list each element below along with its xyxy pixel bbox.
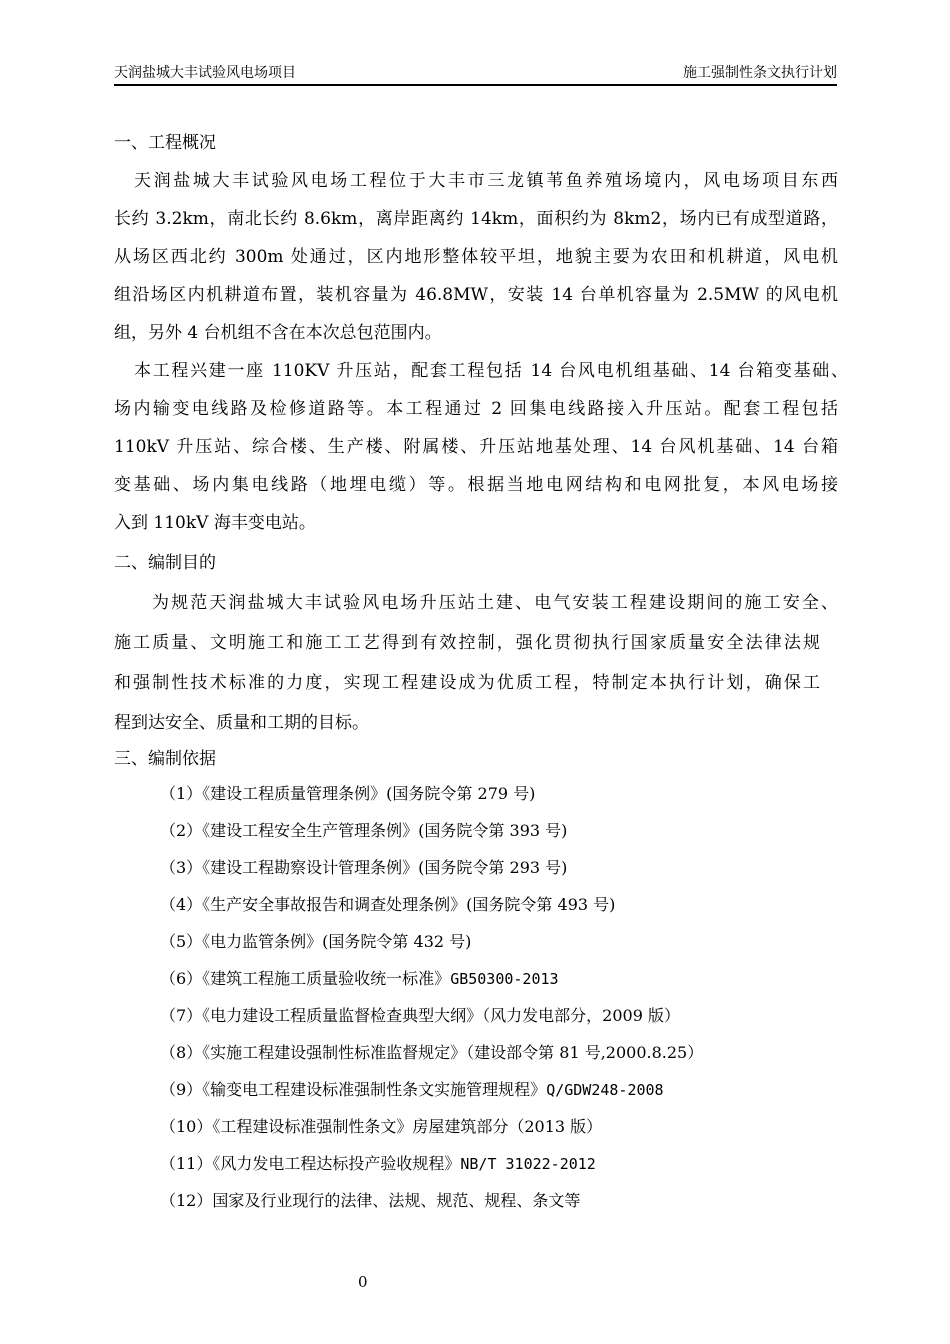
section-1-para-1-line: 天润盐城大丰试验风电场工程位于大丰市三龙镇苇鱼养殖场境内，风电场项目东西 [134,171,838,191]
standard-code: Q/GDW248-2008 [546,1081,664,1099]
reference-item: （1）《建设工程质量管理条例》(国务院令第 279 号) [160,784,536,803]
page-header [114,62,837,86]
section-1-title: 一、工程概况 [114,133,216,153]
section-1-para-1-line: 长约 3.2km，南北长约 8.6km，离岸距离约 14km，面积约为 8km2，场内已有成型道路， [114,209,838,229]
section-1-para-2-line: 110kV 升压站、综合楼、生产楼、附属楼、升压站地基处理、14 台风机基础、14 台箱 [114,437,838,457]
standard-code: NB/T 31022-2012 [460,1155,596,1173]
reference-item: （8）《实施工程建设强制性标准监督规定》（建设部令第 81 号,2000.8.25） [160,1043,704,1062]
reference-item: （9）《输变电工程建设标准强制性条文实施管理规程》Q/GDW248-2008 [160,1080,664,1099]
header-project-name: 天润盐城大丰试验风电场项目 [114,65,296,81]
section-3-title: 三、编制依据 [114,749,216,769]
standard-code: GB50300-2013 [450,970,559,988]
reference-item: （5）《电力监管条例》(国务院令第 432 号) [160,932,472,951]
section-2-para-line: 和强制性技术标准的力度，实现工程建设成为优质工程，特制定本执行计划，确保工 [114,673,820,693]
section-1-para-2-line: 场内输变电线路及检修道路等。本工程通过 2 回集电线路接入升压站。配套工程包括 [114,399,838,419]
section-2-para-line: 施工质量、文明施工和施工工艺得到有效控制，强化贯彻执行国家质量安全法律法规 [114,633,820,653]
section-1-para-2-line: 变基础、场内集电线路（地埋电缆）等。根据当地电网结构和电网批复，本风电场接 [114,475,838,495]
page-number: 0 [358,1273,368,1291]
section-1-para-2-line: 入到 110kV 海丰变电站。 [114,513,316,533]
section-1-para-2-line: 本工程兴建一座 110KV 升压站，配套工程包括 14 台风电机组基础、14 台箱变基础、 [134,361,848,381]
section-1-para-1-line: 组沿场区内机耕道布置，装机容量为 46.8MW，安装 14 台单机容量为 2.5MW 的风电机 [114,285,838,305]
reference-item: （10）《工程建设标准强制性条文》房屋建筑部分（2013 版） [160,1117,603,1136]
reference-item: （7）《电力建设工程质量监督检查典型大纲》（风力发电部分，2009 版） [160,1006,680,1025]
reference-item: （11）《风力发电工程达标投产验收规程》NB/T 31022-2012 [160,1154,596,1173]
section-2-title: 二、编制目的 [114,553,216,573]
reference-item: （4）《生产安全事故报告和调查处理条例》(国务院令第 493 号) [160,895,616,914]
reference-item: （3）《建设工程勘察设计管理条例》(国务院令第 293 号) [160,858,568,877]
section-1-para-1-line: 从场区西北约 300m 处通过，区内地形整体较平坦，地貌主要为农田和机耕道，风电机 [114,247,838,267]
section-1-para-1-line: 组，另外 4 台机组不含在本次总包范围内。 [114,323,442,343]
section-2-para-line: 程到达安全、质量和工期的目标。 [114,713,369,733]
reference-item: （6）《建筑工程施工质量验收统一标准》GB50300-2013 [160,969,559,988]
section-2-para-line: 为规范天润盐城大丰试验风电场升压站土建、电气安装工程建设期间的施工安全、 [152,593,838,613]
reference-item: （12）国家及行业现行的法律、法规、规范、规程、条文等 [160,1191,581,1210]
reference-item: （2）《建设工程安全生产管理条例》(国务院令第 393 号) [160,821,568,840]
header-document-title: 施工强制性条文执行计划 [683,65,837,81]
